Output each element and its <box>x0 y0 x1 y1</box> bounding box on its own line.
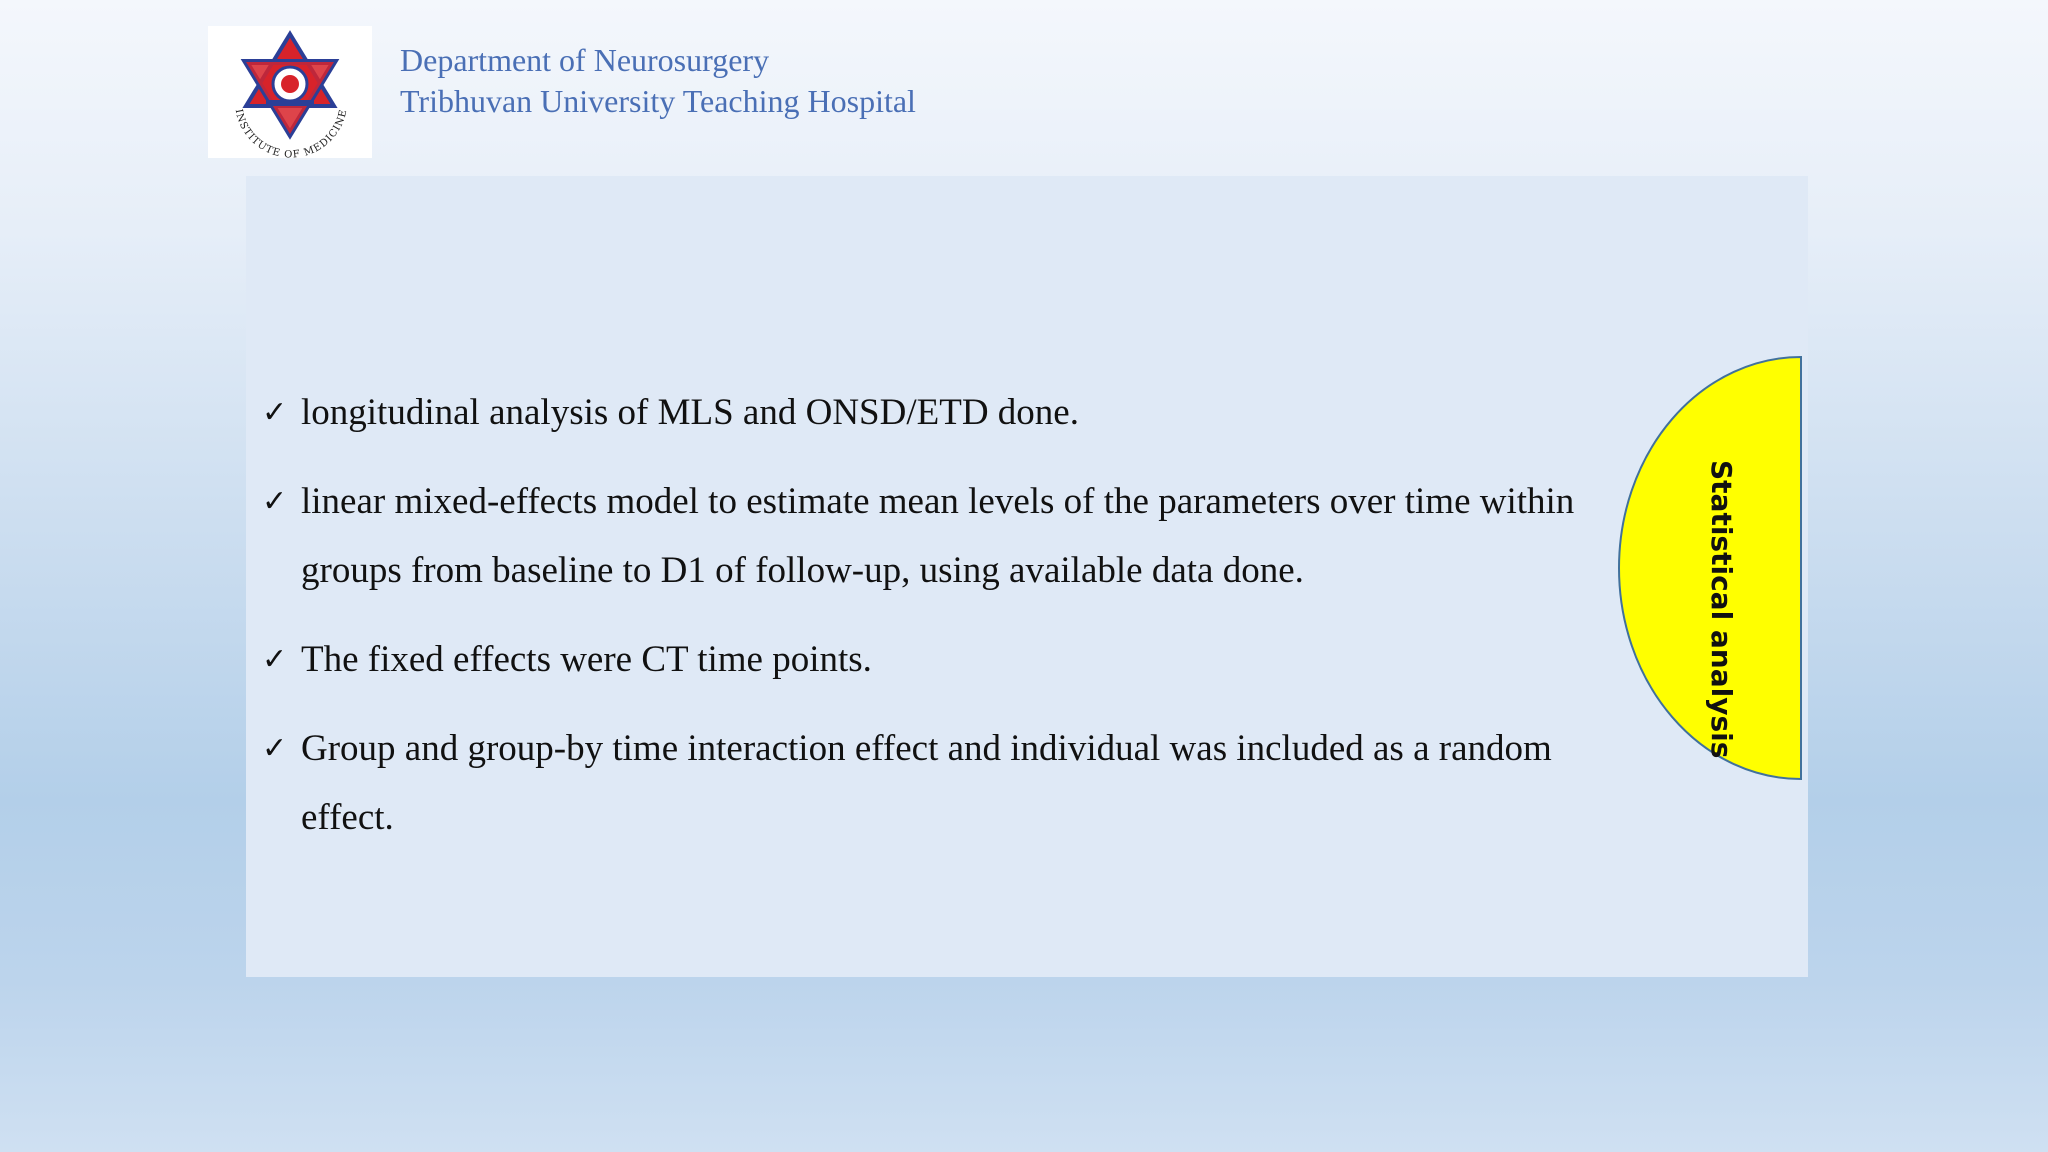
check-icon: ✓ <box>262 731 288 766</box>
check-icon: ✓ <box>262 395 288 430</box>
logo-text: INSTITUTE OF MEDICINE <box>232 108 350 158</box>
hospital-name: Tribhuvan University Teaching Hospital <box>400 83 916 119</box>
bullet-list <box>262 378 1622 872</box>
bullet-text: The fixed effects were CT time points. <box>301 639 872 680</box>
bullet-item <box>262 378 1622 447</box>
bullet-text: Group and group-by time interaction effect and individual was included as a random effect. <box>301 728 1552 838</box>
bullet-text: longitudinal analysis of MLS and ONSD/ETD done. <box>301 392 1079 433</box>
bullet-text: linear mixed-effects model to estimate mean levels of the parameters over time within groups from baseline to D1 of follow-up, using available data done. <box>301 481 1575 591</box>
department-name: Department of Neurosurgery <box>400 42 770 78</box>
bullet-item <box>262 467 1622 605</box>
section-label-text: Statistical analysis <box>1705 460 1738 759</box>
check-icon: ✓ <box>262 642 288 677</box>
header-institution <box>400 40 916 122</box>
bullet-item <box>262 625 1622 694</box>
bullet-item <box>262 714 1622 852</box>
institute-logo <box>208 26 372 158</box>
check-icon: ✓ <box>262 484 288 519</box>
institute-of-medicine-emblem-icon <box>208 26 372 158</box>
